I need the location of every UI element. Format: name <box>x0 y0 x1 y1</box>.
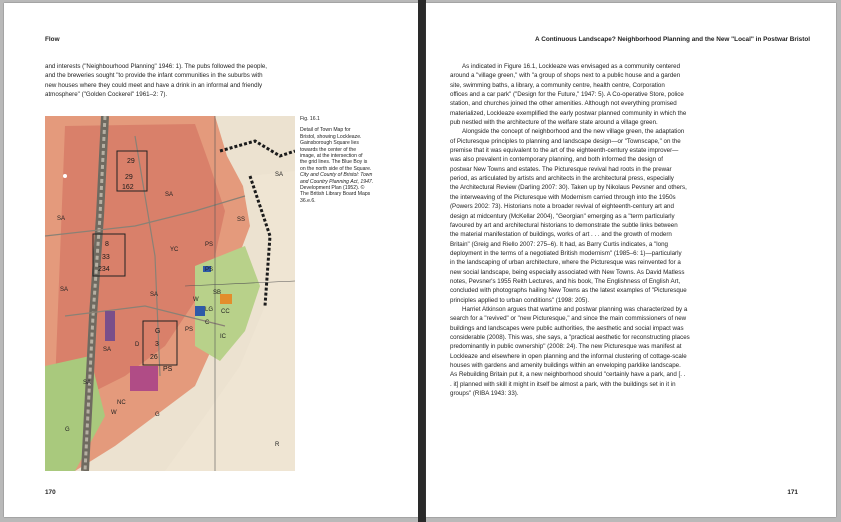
caption-line: the grid lines. The Blue Boy is <box>300 159 368 166</box>
text-line: favoured by art and architectural historians to demonstrate the subtle links between <box>450 221 678 229</box>
text-line: As indicated in Figure 16.1, Lockleaze was envisaged as a community centered <box>462 63 681 70</box>
map-label: C <box>205 320 210 326</box>
map-label: SA <box>165 192 174 198</box>
text-line: period, as articulated by artists and architects in the architectural press, especially <box>450 175 674 183</box>
map-label: YC <box>170 247 179 253</box>
text-line: groups" (RIBA 1943: 33). <box>450 390 519 398</box>
text-line: offices and a car park" ("Design for the Future," 1947: 5). A Co-operative Store, police <box>450 91 684 99</box>
caption-line: Gainsborough Square lies <box>300 140 359 147</box>
map-label: PS <box>205 267 214 273</box>
book-gutter <box>418 0 426 522</box>
town-map-figure <box>45 116 295 471</box>
text-line: the material manifestation of buildings, works of art . . . and the growth of modern <box>450 231 672 239</box>
text-line: design at midcentury (McKellar 2004), "Georgian" emerging as a "term particularly <box>450 212 675 220</box>
text-line: atmosphere" ("Golden Cockerel" 1961–2: 7). <box>45 91 168 99</box>
map-label: 26 <box>150 354 158 361</box>
text-line: premise that it was equivalent to the art of the eighteenth-century estate improver— <box>450 147 679 155</box>
caption-line: towards the center of the <box>300 146 357 153</box>
text-line: and interests ("Neighbourhood Planning" 1946: 1). The pubs followed the people, <box>45 63 268 70</box>
text-line: search for a "revived" or "new Picturesque," and since the main commissioners of new <box>450 315 687 323</box>
map-label: 162 <box>122 184 134 191</box>
map-label: W <box>193 297 199 303</box>
map-label: SA <box>60 287 69 293</box>
text-line: and the breweries sought "to provide the infant communities in the suburbs with <box>45 72 263 80</box>
text-line: station, and churches joined the other amenities. Although not everything promised <box>450 100 677 108</box>
figure-caption <box>300 116 384 204</box>
map-label: 29 <box>125 174 133 181</box>
text-line: new houses where they could meet and have a drink in an informal and friendly <box>45 81 263 89</box>
text-line: materialized, Lockleaze exemplified the early postwar planned community in which the <box>450 109 687 117</box>
text-line: . it] planned with skill it might in itself be almost a park, with the buildings set in it in <box>450 380 676 388</box>
map-label: SA <box>150 292 159 298</box>
map-label: PS <box>185 327 194 333</box>
map-label: NC <box>117 400 126 406</box>
map-label: 8 <box>105 241 109 248</box>
map-label: G <box>155 328 161 335</box>
caption-line: image, at the intersection of <box>300 153 363 160</box>
text-line: houses with gardens and amenity buildings within an enveloping parklike landscape. <box>450 362 681 369</box>
caption-line: Bristol, showing Lockleaze. <box>300 133 362 140</box>
text-line: site, swimming baths, a library, a community centre, health centre, Corporation <box>450 81 665 89</box>
map-label: G <box>155 412 160 418</box>
map-label: D <box>135 342 140 348</box>
text-line: was also prevalent in contemporary planning, and both informed the design of <box>450 156 663 164</box>
left-running-head: Flow <box>45 36 60 43</box>
map-label: SB <box>213 290 222 296</box>
text-line: the Architectural Review (Darling 2007: 30). Taken up by Nikolaus Pevsner and others, <box>450 184 687 192</box>
map-label: SS <box>237 217 246 223</box>
text-line: the interweaving of the Picturesque with Modernism carried through into the 1950s <box>450 193 676 201</box>
right-page-number: 171 <box>787 489 798 496</box>
text-line: deployment in the terms of a negotiated British modernism" (1985–6: 1)—particularly <box>450 249 682 257</box>
map-label: SA <box>103 347 112 353</box>
text-line: new social landscape, being especially associated with New Towns. As David Matless <box>450 268 685 276</box>
text-line: (Powers 2002: 73). Historians note a broader revival of eighteenth-century art and <box>450 203 674 211</box>
map-label: CC <box>221 309 230 315</box>
map-label: 29 <box>127 158 135 165</box>
figure-number: Fig. 16.1 <box>300 116 320 122</box>
text-line: Harriet Atkinson argues that wartime and postwar planning was characterized by a <box>462 305 688 313</box>
map-label: SA <box>83 380 92 386</box>
map-label: PS <box>163 366 173 373</box>
text-line: considerable (2008). This was, she says, a "practical aesthetic for reconstructing places <box>450 333 690 341</box>
text-line: of Picturesque principles to planning and landscape design—or "Townscape," on the <box>450 137 681 145</box>
caption-line: The British Library Board Maps <box>300 191 371 198</box>
text-line: Lockleaze and elsewhere in open planning and the informal clustering of cottage-scale <box>450 352 687 360</box>
map-label: 33 <box>102 254 110 261</box>
text-line: around a "village green," with "a group of shops next to a public house and a garden <box>450 72 681 80</box>
text-line: principles applied to urban conditions" (1998: 205). <box>450 296 590 304</box>
text-line: buildings and landscapes were public authorities, the aesthetic and social impact was <box>450 324 684 332</box>
text-line: postwar New Towns and estates. The Picturesque revival had roots in the prewar <box>450 165 672 173</box>
text-line: As Rebuilding Britain put it, a new neighborhood should "certainly have a park, and [. . <box>450 371 686 379</box>
left-page <box>4 3 418 517</box>
text-line: concluded with photographs hailing New Towns as the latest examples of "Picturesque <box>450 287 687 295</box>
map-label: SA <box>57 216 66 222</box>
caption-line: City and County of Bristol: Town <box>300 172 373 179</box>
left-body-text <box>45 62 311 99</box>
caption-line: 36.e.6. <box>300 197 316 204</box>
text-line: Alongside the concept of neighborhood and the new village green, the adaptation <box>462 128 685 136</box>
right-running-head: A Continuous Landscape? Neighborhood Planning and the New "Local" in Postwar Bristol <box>535 36 810 43</box>
town-map-image <box>45 116 295 471</box>
left-page-number: 170 <box>45 489 56 496</box>
right-page <box>426 3 836 517</box>
map-label: LG <box>205 307 214 313</box>
right-body-text <box>450 62 812 398</box>
caption-line: Development Plan (1952). © <box>300 185 365 192</box>
map-label: R <box>275 442 280 448</box>
text-line: Britain" (Greig and Riello 2007: 275–6). It had, as Barry Curtis indicates, a "long <box>450 240 668 248</box>
caption-line: and Country Planning Act, 1947. <box>300 178 374 185</box>
text-line: notes, Pevsner's 1955 Reith Lectures, and his book, The Englishness of English Art, <box>450 277 681 285</box>
map-label: 234 <box>98 266 110 273</box>
map-label: SA <box>275 172 284 178</box>
map-label: PS <box>205 242 214 248</box>
map-label: G <box>65 427 70 433</box>
caption-line: on the north side of the Square. <box>300 165 372 172</box>
map-label: W <box>111 410 117 416</box>
map-label: 3 <box>155 341 159 348</box>
text-line: in the landscaping of urban architecture, where the Picturesque was reinvented for a <box>450 259 681 267</box>
caption-line: Detail of Town Map for <box>300 127 351 134</box>
text-line: pub nestled with the architecture of the welfare state around a village green. <box>450 119 658 127</box>
map-label: IC <box>220 334 226 340</box>
text-line: predominantly in public ownership" (2008: 24). The new Picturesque was manifest at <box>450 343 682 351</box>
